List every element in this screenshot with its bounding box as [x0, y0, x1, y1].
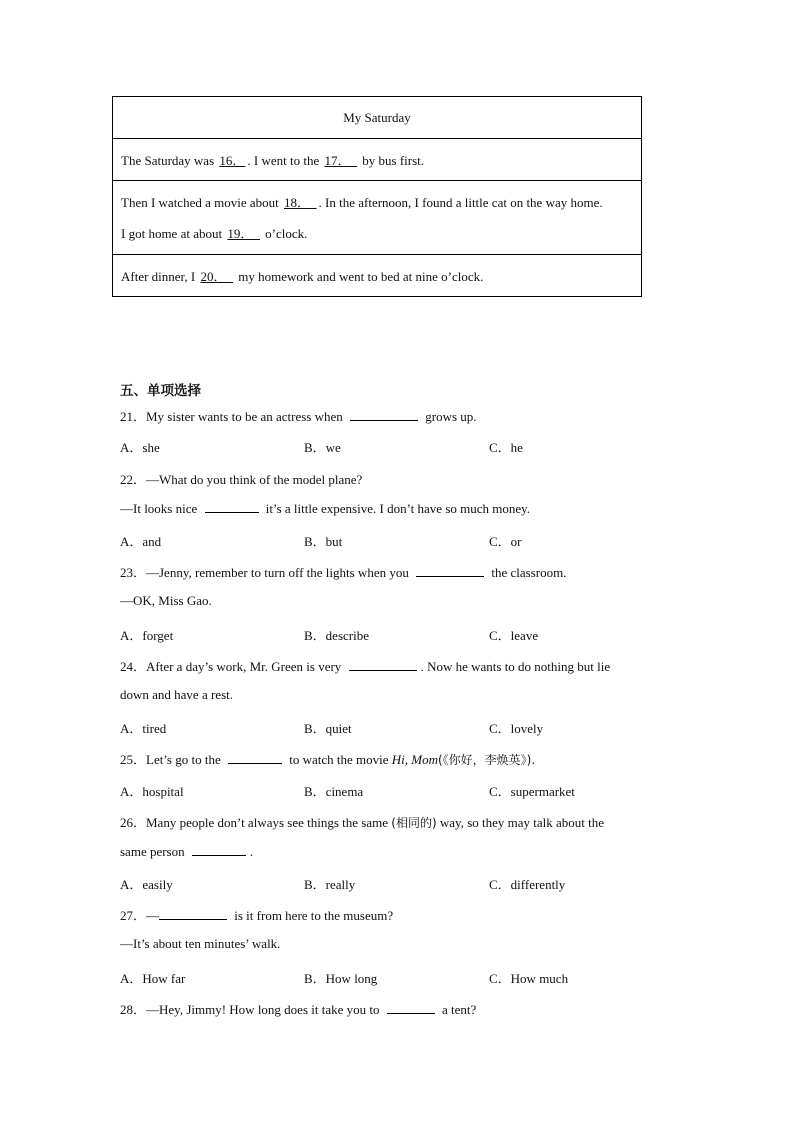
row-text: The Saturday was	[121, 153, 218, 168]
question-27-line2: —It’s about ten minutes’ walk.	[120, 936, 281, 951]
option-a[interactable]: A．easily	[120, 877, 173, 892]
question-text: is it from here to the museum?	[231, 908, 394, 923]
options-22	[120, 531, 680, 549]
answer-blank[interactable]	[387, 1001, 435, 1014]
option-b[interactable]: B．cinema	[304, 784, 364, 799]
question-text: it’s a little expensive. I don’t have so much money.	[262, 501, 531, 516]
option-b[interactable]: B．describe	[304, 628, 369, 643]
row-text: . In the afternoon, I found a little cat on the way home.	[318, 194, 603, 210]
option-b[interactable]: B．quiet	[304, 721, 352, 736]
question-text: 21．My sister wants to be an actress when	[120, 409, 347, 424]
question-text: 26．Many people don’t always see things the same	[120, 815, 392, 830]
blank-17[interactable]: 17．_	[324, 153, 358, 168]
question-text: same person	[120, 844, 188, 859]
question-27	[120, 905, 393, 924]
answer-blank[interactable]	[192, 843, 246, 856]
row-text: I got home at about	[121, 225, 226, 241]
blank-20[interactable]: 20．_	[200, 269, 233, 284]
option-c[interactable]: C．lovely	[489, 721, 544, 736]
chinese-gloss: (相同的)	[391, 816, 437, 830]
table-title: My Saturday	[113, 97, 642, 139]
section-title: 五、单项选择	[120, 383, 201, 399]
option-b[interactable]: B．How long	[304, 971, 378, 986]
row-text: o’clock.	[261, 225, 308, 241]
option-c[interactable]: C．How much	[489, 971, 569, 986]
question-text: . Now he wants to do nothing but lie	[420, 659, 611, 674]
question-28	[120, 999, 476, 1018]
row-text: my homework and went to bed at nine o’clock.	[234, 269, 484, 284]
options-27	[120, 968, 680, 986]
option-c[interactable]: C．he	[489, 440, 523, 455]
option-c[interactable]: C．or	[489, 534, 522, 549]
row-text: Then I watched a movie about	[121, 194, 282, 210]
question-text: a tent?	[438, 1002, 477, 1017]
question-text: grows up.	[422, 409, 477, 424]
question-text: 28．—Hey, Jimmy! How long does it take you to	[120, 1002, 383, 1017]
options-24	[120, 718, 680, 736]
option-a[interactable]: A．forget	[120, 628, 174, 643]
table-row	[113, 181, 642, 255]
option-b[interactable]: B．but	[304, 534, 343, 549]
question-text: .	[249, 844, 254, 859]
table-row	[113, 255, 642, 297]
question-text: to watch the movie	[286, 752, 392, 767]
question-26-line2	[120, 843, 253, 860]
question-text: the classroom.	[488, 565, 567, 580]
answer-blank[interactable]	[228, 751, 282, 764]
option-a[interactable]: A．How far	[120, 971, 186, 986]
question-text: 24．After a day’s work, Mr. Green is very	[120, 659, 345, 674]
option-b[interactable]: B．really	[304, 877, 356, 892]
question-22: 22．—What do you think of the model plane?	[120, 472, 363, 487]
answer-blank[interactable]	[416, 564, 484, 577]
table-row	[113, 139, 642, 181]
blank-16[interactable]: 16．	[219, 153, 246, 168]
blank-19[interactable]: 19．_	[227, 225, 260, 241]
options-23	[120, 625, 680, 643]
option-a[interactable]: A．hospital	[120, 784, 184, 799]
option-a[interactable]: A．and	[120, 534, 162, 549]
blank-18[interactable]: 18．_	[284, 194, 317, 210]
option-b[interactable]: B．we	[304, 440, 341, 455]
question-24	[120, 656, 610, 675]
question-text: 25．Let’s go to the	[120, 752, 224, 767]
answer-blank[interactable]	[205, 500, 259, 513]
question-text: 27．—	[120, 908, 160, 923]
question-22-line2	[120, 500, 530, 517]
question-text: way, so they may talk about the	[436, 815, 605, 830]
options-21	[120, 437, 680, 455]
question-25	[120, 749, 535, 768]
option-a[interactable]: A．she	[120, 440, 160, 455]
row-text: After dinner, I	[121, 269, 199, 284]
option-a[interactable]: A．tired	[120, 721, 167, 736]
row-text: by bus first.	[359, 153, 425, 168]
option-c[interactable]: C．leave	[489, 628, 539, 643]
movie-title: Hi, Mom	[391, 752, 438, 767]
question-23-line2: —OK, Miss Gao.	[120, 593, 212, 608]
question-21	[120, 406, 477, 425]
question-text: 23．—Jenny, remember to turn off the lights when you	[120, 565, 413, 580]
option-c[interactable]: C．supermarket	[489, 784, 575, 799]
option-c[interactable]: C．differently	[489, 877, 566, 892]
question-text: —It looks nice	[120, 501, 201, 516]
options-25	[120, 781, 680, 799]
question-26	[120, 812, 604, 831]
answer-blank[interactable]	[349, 658, 417, 671]
options-26	[120, 874, 680, 892]
answer-blank[interactable]	[350, 408, 418, 421]
question-23	[120, 562, 566, 581]
answer-blank[interactable]	[159, 907, 227, 920]
passage-table	[112, 96, 642, 297]
chinese-title: (《你好，李焕英》).	[438, 753, 536, 767]
row-text: . I went to the	[247, 153, 323, 168]
question-24-line2: down and have a rest.	[120, 687, 233, 702]
